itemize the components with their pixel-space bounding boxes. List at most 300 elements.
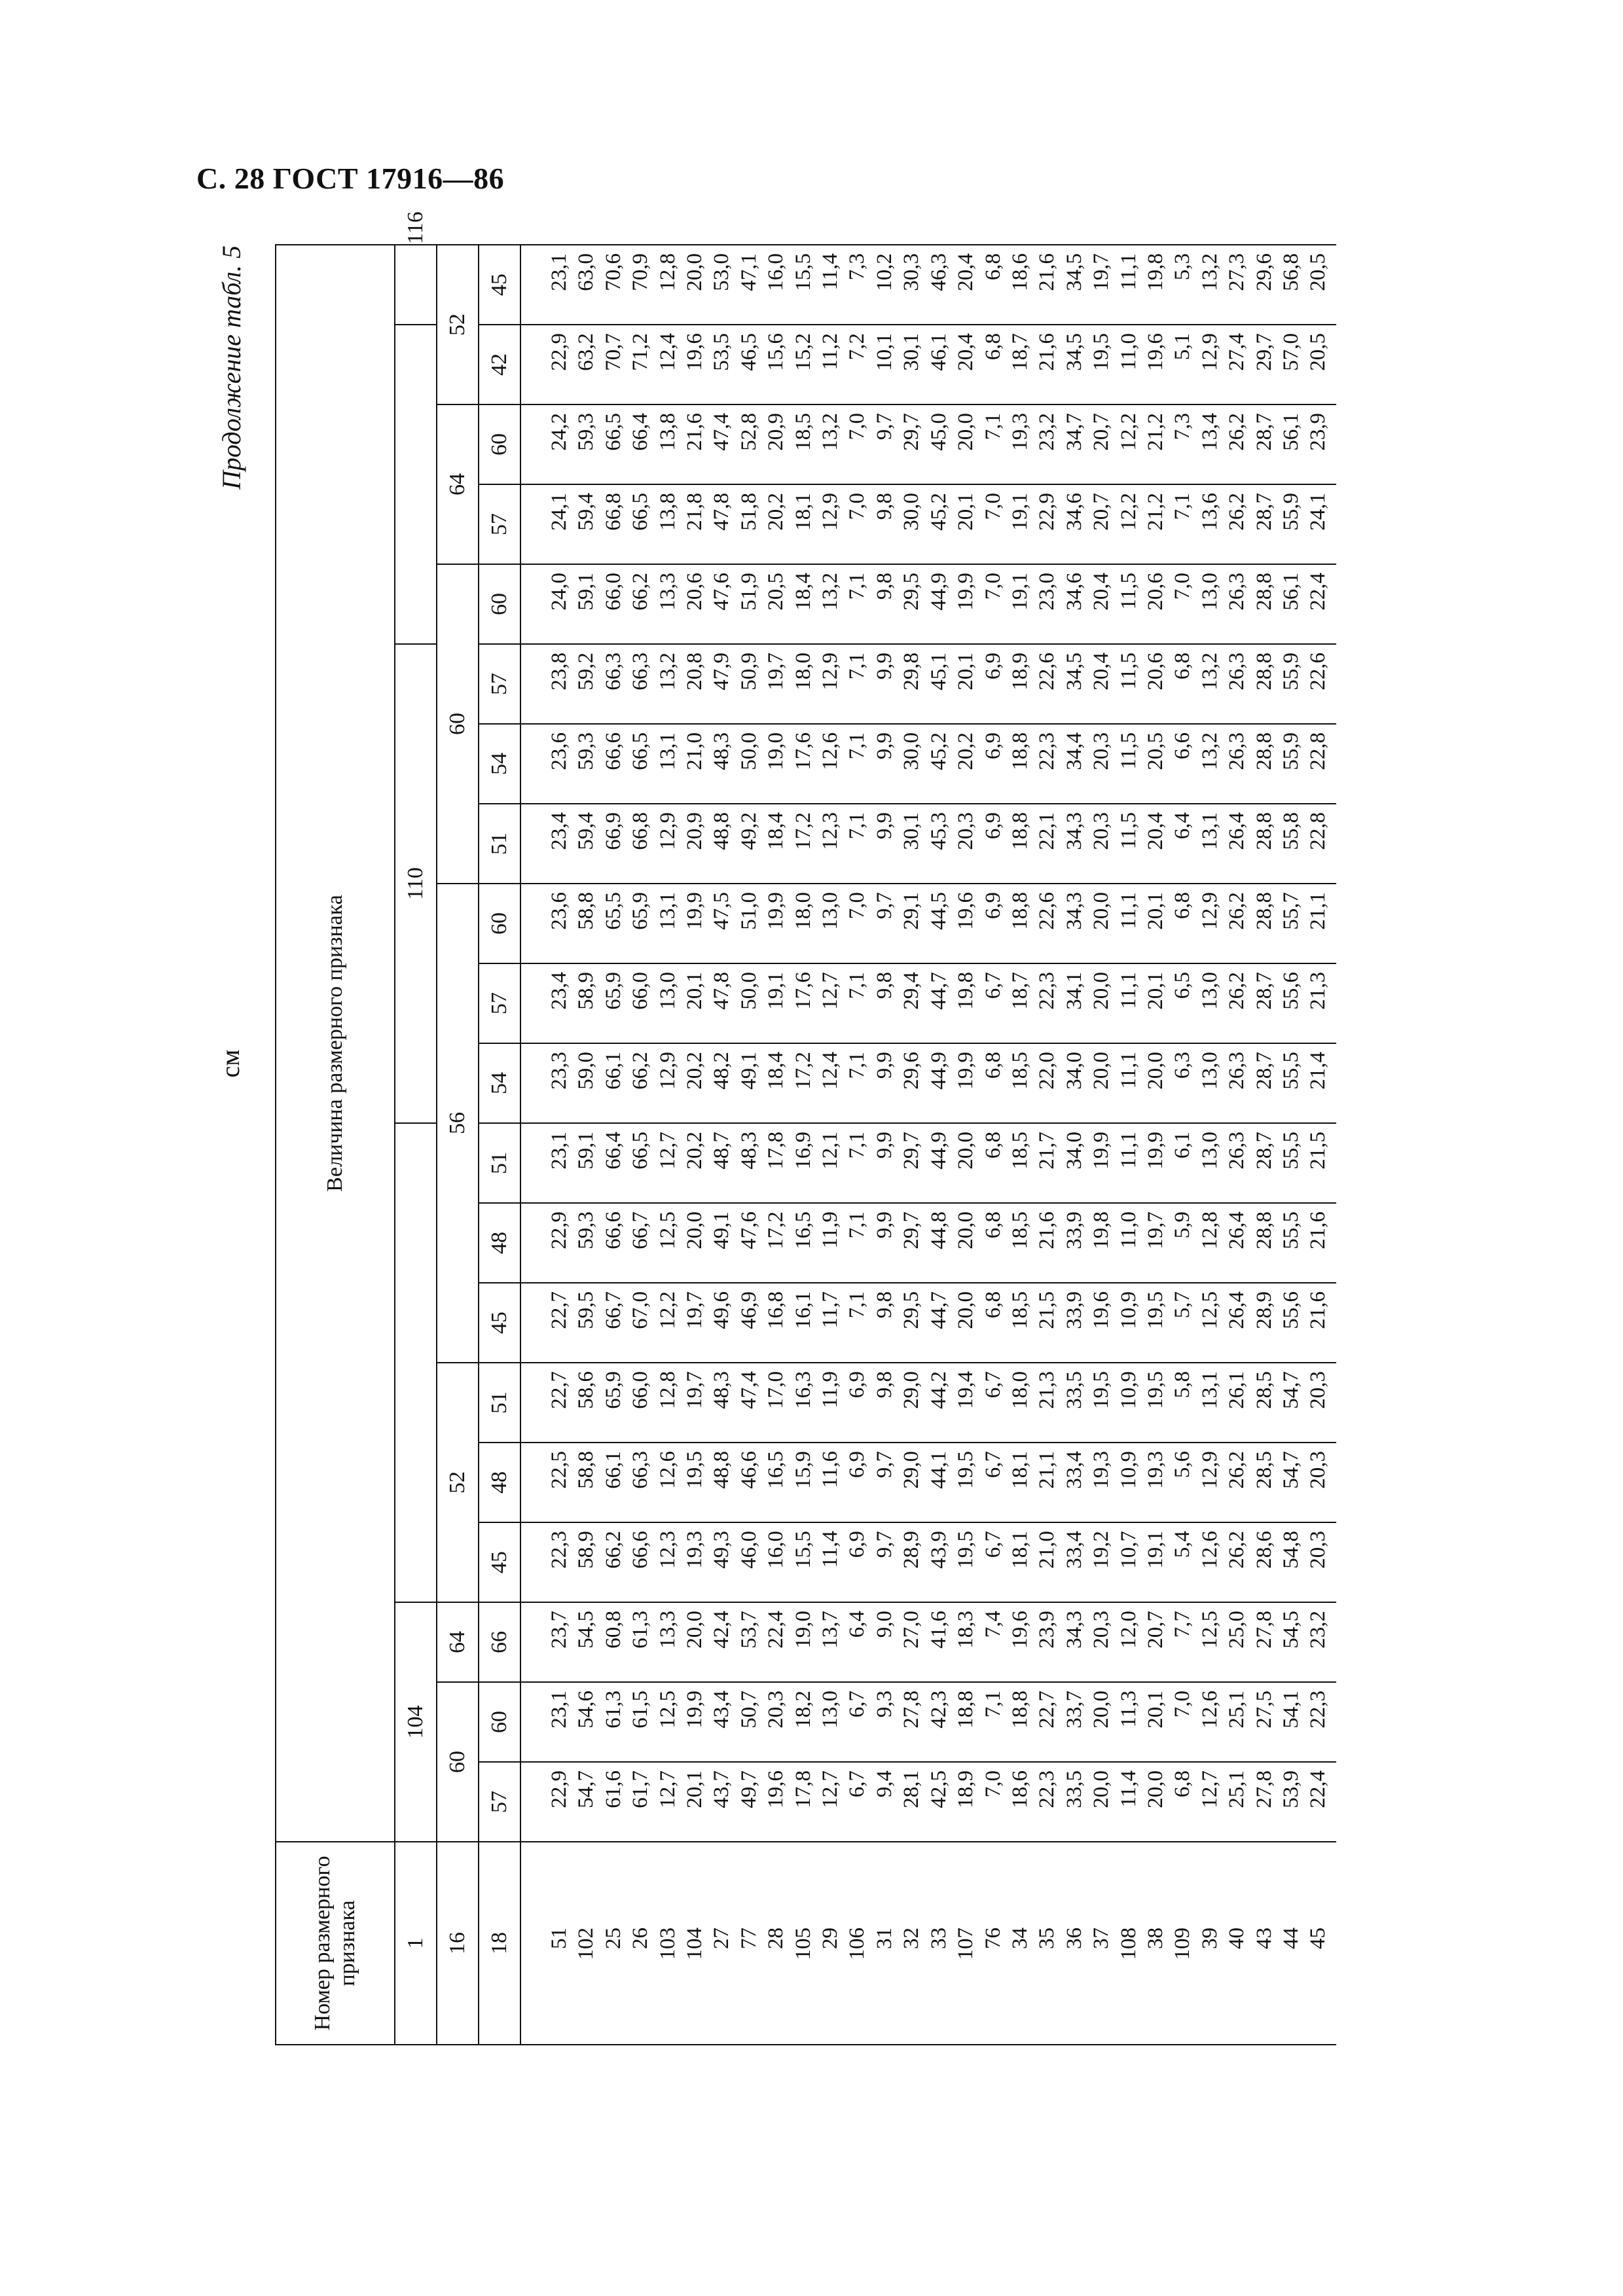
table-cell: 15,6 — [764, 333, 788, 371]
table-cell: 7,1 — [1171, 493, 1195, 520]
column-header: 45 — [479, 1522, 520, 1602]
table-cell: 19,7 — [1089, 253, 1114, 291]
table-cell: 12,3 — [655, 1531, 680, 1569]
table-cell: 49,7 — [737, 1770, 761, 1808]
value-column — [520, 1443, 1336, 1522]
table-cell: 7,0 — [981, 573, 1005, 600]
table-cell: 61,5 — [629, 1691, 653, 1729]
table-cell: 18,2 — [791, 1691, 815, 1729]
table-cell: 26,3 — [1225, 653, 1249, 691]
table-cell: 20,5 — [1143, 732, 1167, 770]
column-header: 57 — [479, 963, 520, 1043]
table-cell: 11,4 — [818, 1531, 843, 1568]
table-cell: 59,3 — [574, 413, 598, 451]
table-cell: 18,0 — [791, 892, 815, 930]
row-id: 31 — [872, 1928, 896, 1949]
table-cell: 50,0 — [737, 732, 761, 770]
table-cell: 16,5 — [791, 1211, 815, 1249]
table-cell: 21,6 — [1035, 1211, 1059, 1249]
table-cell: 66,0 — [629, 972, 653, 1010]
value-column — [520, 484, 1336, 564]
table-cell: 28,8 — [1252, 812, 1276, 850]
table-cell: 19,5 — [954, 1451, 978, 1489]
column-header: 54 — [479, 724, 520, 804]
table-cell: 6,7 — [981, 1371, 1005, 1399]
table-cell: 12,9 — [818, 493, 843, 531]
table-cell: 20,0 — [954, 1132, 978, 1170]
table-cell: 57,0 — [1279, 333, 1303, 371]
table-cell: 13,0 — [818, 892, 843, 930]
table-cell: 7,1 — [845, 1291, 869, 1319]
table-cell: 12,2 — [1116, 413, 1140, 451]
table-cell: 65,5 — [601, 892, 625, 930]
table-cell: 22,3 — [1035, 732, 1059, 770]
table-cell: 43,9 — [926, 1531, 951, 1569]
row-id: 51 — [547, 1928, 571, 1949]
table-cell: 27,0 — [900, 1611, 924, 1649]
table-cell: 22,9 — [547, 1211, 571, 1249]
table-cell: 19,0 — [791, 1611, 815, 1649]
value-column — [520, 1522, 1336, 1602]
table-cell: 24,2 — [547, 413, 571, 451]
table-cell: 26,1 — [1225, 1371, 1249, 1409]
table-cell: 20,1 — [1143, 972, 1167, 1010]
table-cell: 66,1 — [601, 1052, 625, 1090]
table-cell: 9,9 — [872, 1052, 896, 1079]
table-cell: 23,6 — [547, 892, 571, 930]
table-cell: 20,9 — [683, 812, 707, 850]
table-cell: 18,1 — [791, 493, 815, 531]
table-cell: 6,9 — [845, 1531, 869, 1558]
table-cell: 65,9 — [601, 972, 625, 1010]
table-cell: 27,8 — [1252, 1611, 1276, 1649]
table-cell: 21,5 — [1306, 1132, 1330, 1170]
table-cell: 18,4 — [791, 573, 815, 611]
table-cell: 22,9 — [1035, 493, 1059, 531]
table-cell: 11,9 — [818, 1211, 843, 1249]
table-cell: 56,1 — [1279, 573, 1303, 611]
table-cell: 18,4 — [764, 812, 788, 850]
table-cell: 23,8 — [547, 653, 571, 691]
table-cell: 46,6 — [737, 1451, 761, 1489]
table-cell: 9,9 — [872, 732, 896, 760]
row-id: 28 — [764, 1928, 788, 1949]
table-cell: 21,6 — [683, 413, 707, 451]
table-cell: 19,1 — [764, 972, 788, 1010]
table-cell: 12,6 — [655, 1451, 680, 1489]
table-cell: 19,1 — [1143, 1531, 1167, 1569]
table-cell: 12,8 — [1197, 1211, 1222, 1249]
table-cell: 10,9 — [1116, 1451, 1140, 1489]
table-cell: 12,1 — [818, 1132, 843, 1170]
table-cell: 6,8 — [981, 1132, 1005, 1159]
value-column — [520, 1043, 1336, 1123]
table-cell: 7,1 — [845, 812, 869, 840]
table-cell: 6,7 — [981, 1531, 1005, 1558]
table-cell: 17,6 — [791, 972, 815, 1010]
table-cell: 6,7 — [845, 1691, 869, 1718]
column-header: 42 — [479, 325, 520, 404]
table-cell: 22,9 — [547, 1770, 571, 1808]
table-cell: 20,0 — [954, 1291, 978, 1329]
table-cell: 21,5 — [1035, 1291, 1059, 1329]
value-column — [520, 1762, 1336, 1842]
table-cell: 34,3 — [1062, 892, 1086, 930]
table-cell: 21,3 — [1035, 1371, 1059, 1409]
table-cell: 66,7 — [601, 1291, 625, 1329]
table-cell: 61,7 — [629, 1770, 653, 1808]
table-cell: 26,4 — [1225, 812, 1249, 850]
value-column — [520, 564, 1336, 644]
table-cell: 22,7 — [547, 1371, 571, 1409]
table-cell: 27,5 — [1252, 1691, 1276, 1729]
table-cell: 19,4 — [954, 1371, 978, 1409]
row-id: 29 — [818, 1928, 843, 1949]
table-cell: 13,7 — [818, 1611, 843, 1649]
table-cell: 20,6 — [683, 573, 707, 611]
table-cell: 34,3 — [1062, 1611, 1086, 1649]
table-cell: 55,7 — [1279, 892, 1303, 930]
group-l2: 60 — [437, 564, 479, 884]
table-cell: 55,6 — [1279, 1291, 1303, 1329]
table-cell: 26,2 — [1225, 972, 1249, 1010]
row-id: 26 — [629, 1928, 653, 1949]
table-cell: 11,6 — [818, 1451, 843, 1488]
table-cell: 22,5 — [547, 1451, 571, 1489]
table-cell: 6,8 — [1171, 653, 1195, 680]
table-cell: 12,8 — [655, 253, 680, 291]
row-id: 107 — [954, 1928, 978, 1960]
table-cell: 61,6 — [601, 1770, 625, 1808]
table-cell: 7,0 — [845, 493, 869, 520]
table-cell: 51,0 — [737, 892, 761, 930]
group-l1: 104 — [395, 1602, 437, 1842]
table-cell: 20,3 — [1089, 732, 1114, 770]
table-cell: 55,9 — [1279, 732, 1303, 770]
table-cell: 6,9 — [845, 1371, 869, 1399]
table-cell: 20,7 — [1089, 413, 1114, 451]
table-cell: 20,1 — [954, 493, 978, 531]
table-cell: 19,8 — [1143, 253, 1167, 291]
table-cell: 17,8 — [764, 1132, 788, 1170]
table-cell: 19,8 — [954, 972, 978, 1010]
table-cell: 22,4 — [1306, 573, 1330, 611]
table-cell: 17,6 — [791, 732, 815, 770]
table-cell: 45,1 — [926, 653, 951, 691]
group-l2: 56 — [437, 884, 479, 1363]
table-cell: 47,5 — [710, 892, 734, 930]
value-column — [520, 724, 1336, 804]
table-cell: 20,1 — [954, 653, 978, 691]
table-cell: 11,5 — [1116, 653, 1140, 690]
table-cell: 13,1 — [1197, 812, 1222, 850]
rotated-table-area — [215, 211, 1368, 2045]
table-cell: 71,2 — [629, 333, 653, 371]
table-cell: 28,1 — [900, 1770, 924, 1808]
table-cell: 11,9 — [818, 1371, 843, 1408]
table-cell: 22,1 — [1035, 812, 1059, 850]
table-cell: 13,4 — [1197, 413, 1222, 451]
table-cell: 27,3 — [1225, 253, 1249, 291]
table-cell: 49,6 — [710, 1291, 734, 1329]
table-cell: 34,5 — [1062, 333, 1086, 371]
table-cell: 20,3 — [1306, 1371, 1330, 1409]
table-cell: 5,3 — [1171, 253, 1195, 281]
column-header: 54 — [479, 1043, 520, 1123]
table-cell: 33,4 — [1062, 1451, 1086, 1489]
row-id: 76 — [981, 1928, 1005, 1949]
table-cell: 33,7 — [1062, 1691, 1086, 1729]
table-cell: 29,5 — [900, 1291, 924, 1329]
table-cell: 7,1 — [981, 413, 1005, 440]
table-cell: 66,0 — [601, 573, 625, 611]
table-cell: 17,8 — [791, 1770, 815, 1808]
table-cell: 9,9 — [872, 1211, 896, 1239]
table-cell: 20,0 — [1143, 1052, 1167, 1090]
table-cell: 19,3 — [1008, 413, 1032, 451]
table-cell: 20,0 — [1089, 1691, 1114, 1729]
table-cell: 13,2 — [1197, 653, 1222, 691]
table-cell: 61,3 — [629, 1611, 653, 1649]
table-cell: 28,7 — [1252, 1132, 1276, 1170]
table-cell: 19,0 — [764, 732, 788, 770]
column-header: 48 — [479, 1203, 520, 1283]
table-cell: 59,4 — [574, 812, 598, 850]
table-cell: 22,3 — [1035, 972, 1059, 1010]
table-cell: 47,4 — [710, 413, 734, 451]
column-header: 60 — [479, 1682, 520, 1762]
group-l2: 64 — [437, 404, 479, 564]
value-column — [520, 1283, 1336, 1363]
table-cell: 21,6 — [1306, 1291, 1330, 1329]
table-cell: 19,6 — [1089, 1291, 1114, 1329]
row-id: 108 — [1116, 1928, 1140, 1960]
table-cell: 52,8 — [737, 413, 761, 451]
table-cell: 23,2 — [1035, 413, 1059, 451]
table-cell: 49,2 — [737, 812, 761, 850]
row-id: 109 — [1171, 1928, 1195, 1960]
table-cell: 22,7 — [547, 1291, 571, 1329]
table-cell: 7,0 — [981, 493, 1005, 520]
table-cell: 22,4 — [1306, 1770, 1330, 1808]
table-cell: 58,8 — [574, 1451, 598, 1489]
row-id: 105 — [791, 1928, 815, 1960]
table-cell: 23,4 — [547, 812, 571, 850]
table-cell: 59,4 — [574, 493, 598, 531]
row-id: 27 — [710, 1928, 734, 1949]
table-cell: 20,4 — [1143, 812, 1167, 850]
table-cell: 9,3 — [872, 1691, 896, 1718]
table-cell: 22,9 — [547, 333, 571, 371]
table-cell: 18,8 — [1008, 1691, 1032, 1729]
table-cell: 12,5 — [1197, 1611, 1222, 1649]
table-cell: 13,0 — [1197, 972, 1222, 1010]
table-cell: 11,4 — [1116, 1770, 1140, 1808]
table-cell: 22,7 — [1035, 1691, 1059, 1729]
table-cell: 54,5 — [1279, 1611, 1303, 1649]
table-cell: 7,0 — [845, 892, 869, 920]
table-cell: 29,0 — [900, 1371, 924, 1409]
table-cell: 50,9 — [737, 653, 761, 691]
table-cell: 7,4 — [981, 1611, 1005, 1638]
table-cell: 12,7 — [655, 1132, 680, 1170]
table-cell: 24,1 — [1306, 493, 1330, 531]
table-cell: 5,4 — [1171, 1531, 1195, 1558]
table-cell: 17,0 — [764, 1371, 788, 1409]
value-column — [520, 245, 1336, 325]
table-cell: 66,8 — [601, 493, 625, 531]
table-cell: 9,0 — [872, 1611, 896, 1638]
table-cell: 18,7 — [1008, 972, 1032, 1010]
table-cell: 21,6 — [1035, 253, 1059, 291]
table-cell: 55,5 — [1279, 1132, 1303, 1170]
table-cell: 12,9 — [1197, 1451, 1222, 1489]
table-cell: 13,2 — [1197, 253, 1222, 291]
table-cell: 59,1 — [574, 573, 598, 611]
table-cell: 21,6 — [1035, 333, 1059, 371]
table-cell: 11,5 — [1116, 732, 1140, 770]
group-l2: 52 — [437, 1363, 479, 1602]
table-cell: 7,7 — [1171, 1611, 1195, 1638]
table-cell: 49,1 — [737, 1052, 761, 1090]
table-cell: 19,7 — [683, 1371, 707, 1409]
table-cell: 24,1 — [547, 493, 571, 531]
table-cell: 20,8 — [683, 653, 707, 691]
table-cell: 34,1 — [1062, 972, 1086, 1010]
table-cell: 5,1 — [1171, 333, 1195, 361]
table-cell: 6,6 — [1171, 732, 1195, 760]
table-cell: 13,0 — [655, 972, 680, 1010]
table-cell: 34,6 — [1062, 493, 1086, 531]
table-cell: 6,7 — [981, 972, 1005, 999]
table-cell: 21,8 — [683, 493, 707, 531]
table-cell: 19,5 — [1089, 1371, 1114, 1409]
column-header: 60 — [479, 564, 520, 644]
table-cell: 12,5 — [655, 1691, 680, 1729]
table-cell: 21,0 — [683, 732, 707, 770]
left-col-level3: 18 — [479, 1842, 520, 2045]
table-cell: 23,9 — [1306, 413, 1330, 451]
table-cell: 22,0 — [1035, 1052, 1059, 1090]
table-cell: 18,3 — [954, 1611, 978, 1649]
table-cell: 20,1 — [683, 972, 707, 1010]
table-cell: 16,1 — [791, 1291, 815, 1329]
table-cell: 66,1 — [601, 1451, 625, 1489]
table-cell: 66,3 — [601, 653, 625, 691]
table-cell: 29,7 — [1252, 333, 1276, 371]
table-cell: 66,9 — [601, 812, 625, 850]
row-id: 106 — [845, 1928, 869, 1960]
table-cell: 23,1 — [547, 253, 571, 291]
table-cell: 12,7 — [655, 1770, 680, 1808]
table-cell: 55,9 — [1279, 493, 1303, 531]
table-cell: 6,5 — [1171, 972, 1195, 999]
table-cell: 20,6 — [1143, 573, 1167, 611]
table-cell: 12,9 — [1197, 333, 1222, 371]
table-cell: 9,7 — [872, 1451, 896, 1479]
table-cell: 7,2 — [845, 333, 869, 361]
table-cell: 21,1 — [1306, 892, 1330, 930]
table-cell: 6,8 — [981, 1052, 1005, 1079]
table-cell: 28,9 — [1252, 1291, 1276, 1329]
row-id: 33 — [926, 1928, 951, 1949]
table-cell: 47,6 — [737, 1211, 761, 1249]
table-cell: 12,5 — [655, 1211, 680, 1249]
table-cell: 33,9 — [1062, 1211, 1086, 1249]
table-cell: 15,5 — [791, 253, 815, 291]
table-cell: 19,9 — [764, 892, 788, 930]
table-cell: 20,4 — [954, 333, 978, 371]
table-cell: 10,1 — [872, 333, 896, 371]
table-cell: 6,8 — [1171, 1770, 1195, 1798]
table-cell: 23,1 — [547, 1691, 571, 1729]
table-cell: 23,6 — [547, 732, 571, 770]
table-cell: 17,2 — [791, 1052, 815, 1090]
table-cell: 29,8 — [900, 653, 924, 691]
table-cell: 46,5 — [737, 333, 761, 371]
table-cell: 20,2 — [683, 1052, 707, 1090]
table-cell: 20,0 — [1089, 1052, 1114, 1090]
table-cell: 53,0 — [710, 253, 734, 291]
row-id: 25 — [601, 1928, 625, 1949]
table-cell: 22,8 — [1306, 732, 1330, 770]
table-cell: 65,9 — [601, 1371, 625, 1409]
table-cell: 7,1 — [845, 573, 869, 600]
table-cell: 28,8 — [1252, 892, 1276, 930]
table-cell: 58,9 — [574, 972, 598, 1010]
table-cell: 11,3 — [1116, 1691, 1140, 1728]
table-cell: 11,1 — [1116, 1052, 1140, 1089]
table-cell: 12,4 — [655, 333, 680, 371]
table-cell: 19,3 — [683, 1531, 707, 1569]
table-cell: 33,5 — [1062, 1770, 1086, 1808]
table-cell: 59,1 — [574, 1132, 598, 1170]
table-cell: 20,4 — [1089, 653, 1114, 691]
table-cell: 28,7 — [1252, 1052, 1276, 1090]
table-cell: 44,7 — [926, 972, 951, 1010]
table-cell: 18,0 — [1008, 1371, 1032, 1409]
table-cell: 16,0 — [764, 253, 788, 291]
table-cell: 5,7 — [1171, 1291, 1195, 1319]
table-cell: 15,5 — [791, 1531, 815, 1569]
table-cell: 6,9 — [981, 892, 1005, 920]
table-cell: 25,0 — [1225, 1611, 1249, 1649]
table-cell: 22,3 — [547, 1531, 571, 1569]
table-cell: 20,2 — [764, 493, 788, 531]
table-cell: 28,5 — [1252, 1451, 1276, 1489]
table-cell: 6,9 — [981, 812, 1005, 840]
table-cell: 6,1 — [1171, 1132, 1195, 1159]
table-cell: 30,3 — [900, 253, 924, 291]
table-cell: 19,7 — [764, 653, 788, 691]
table-cell: 26,3 — [1225, 732, 1249, 770]
table-cell: 9,8 — [872, 972, 896, 999]
group-l1: 110 — [395, 644, 437, 1123]
table-cell: 28,9 — [900, 1531, 924, 1569]
table-cell: 19,9 — [683, 892, 707, 930]
table-cell: 13,3 — [655, 573, 680, 611]
table-cell: 18,8 — [1008, 892, 1032, 930]
column-header: 51 — [479, 1363, 520, 1443]
column-header: 57 — [479, 644, 520, 724]
column-header: 45 — [479, 1283, 520, 1363]
table-cell: 54,6 — [574, 1691, 598, 1729]
table-cell: 34,5 — [1062, 253, 1086, 291]
table-cell: 16,0 — [764, 1531, 788, 1569]
table-cell: 19,5 — [683, 1451, 707, 1489]
table-cell: 18,4 — [764, 1052, 788, 1090]
table-cell: 23,3 — [547, 1052, 571, 1090]
